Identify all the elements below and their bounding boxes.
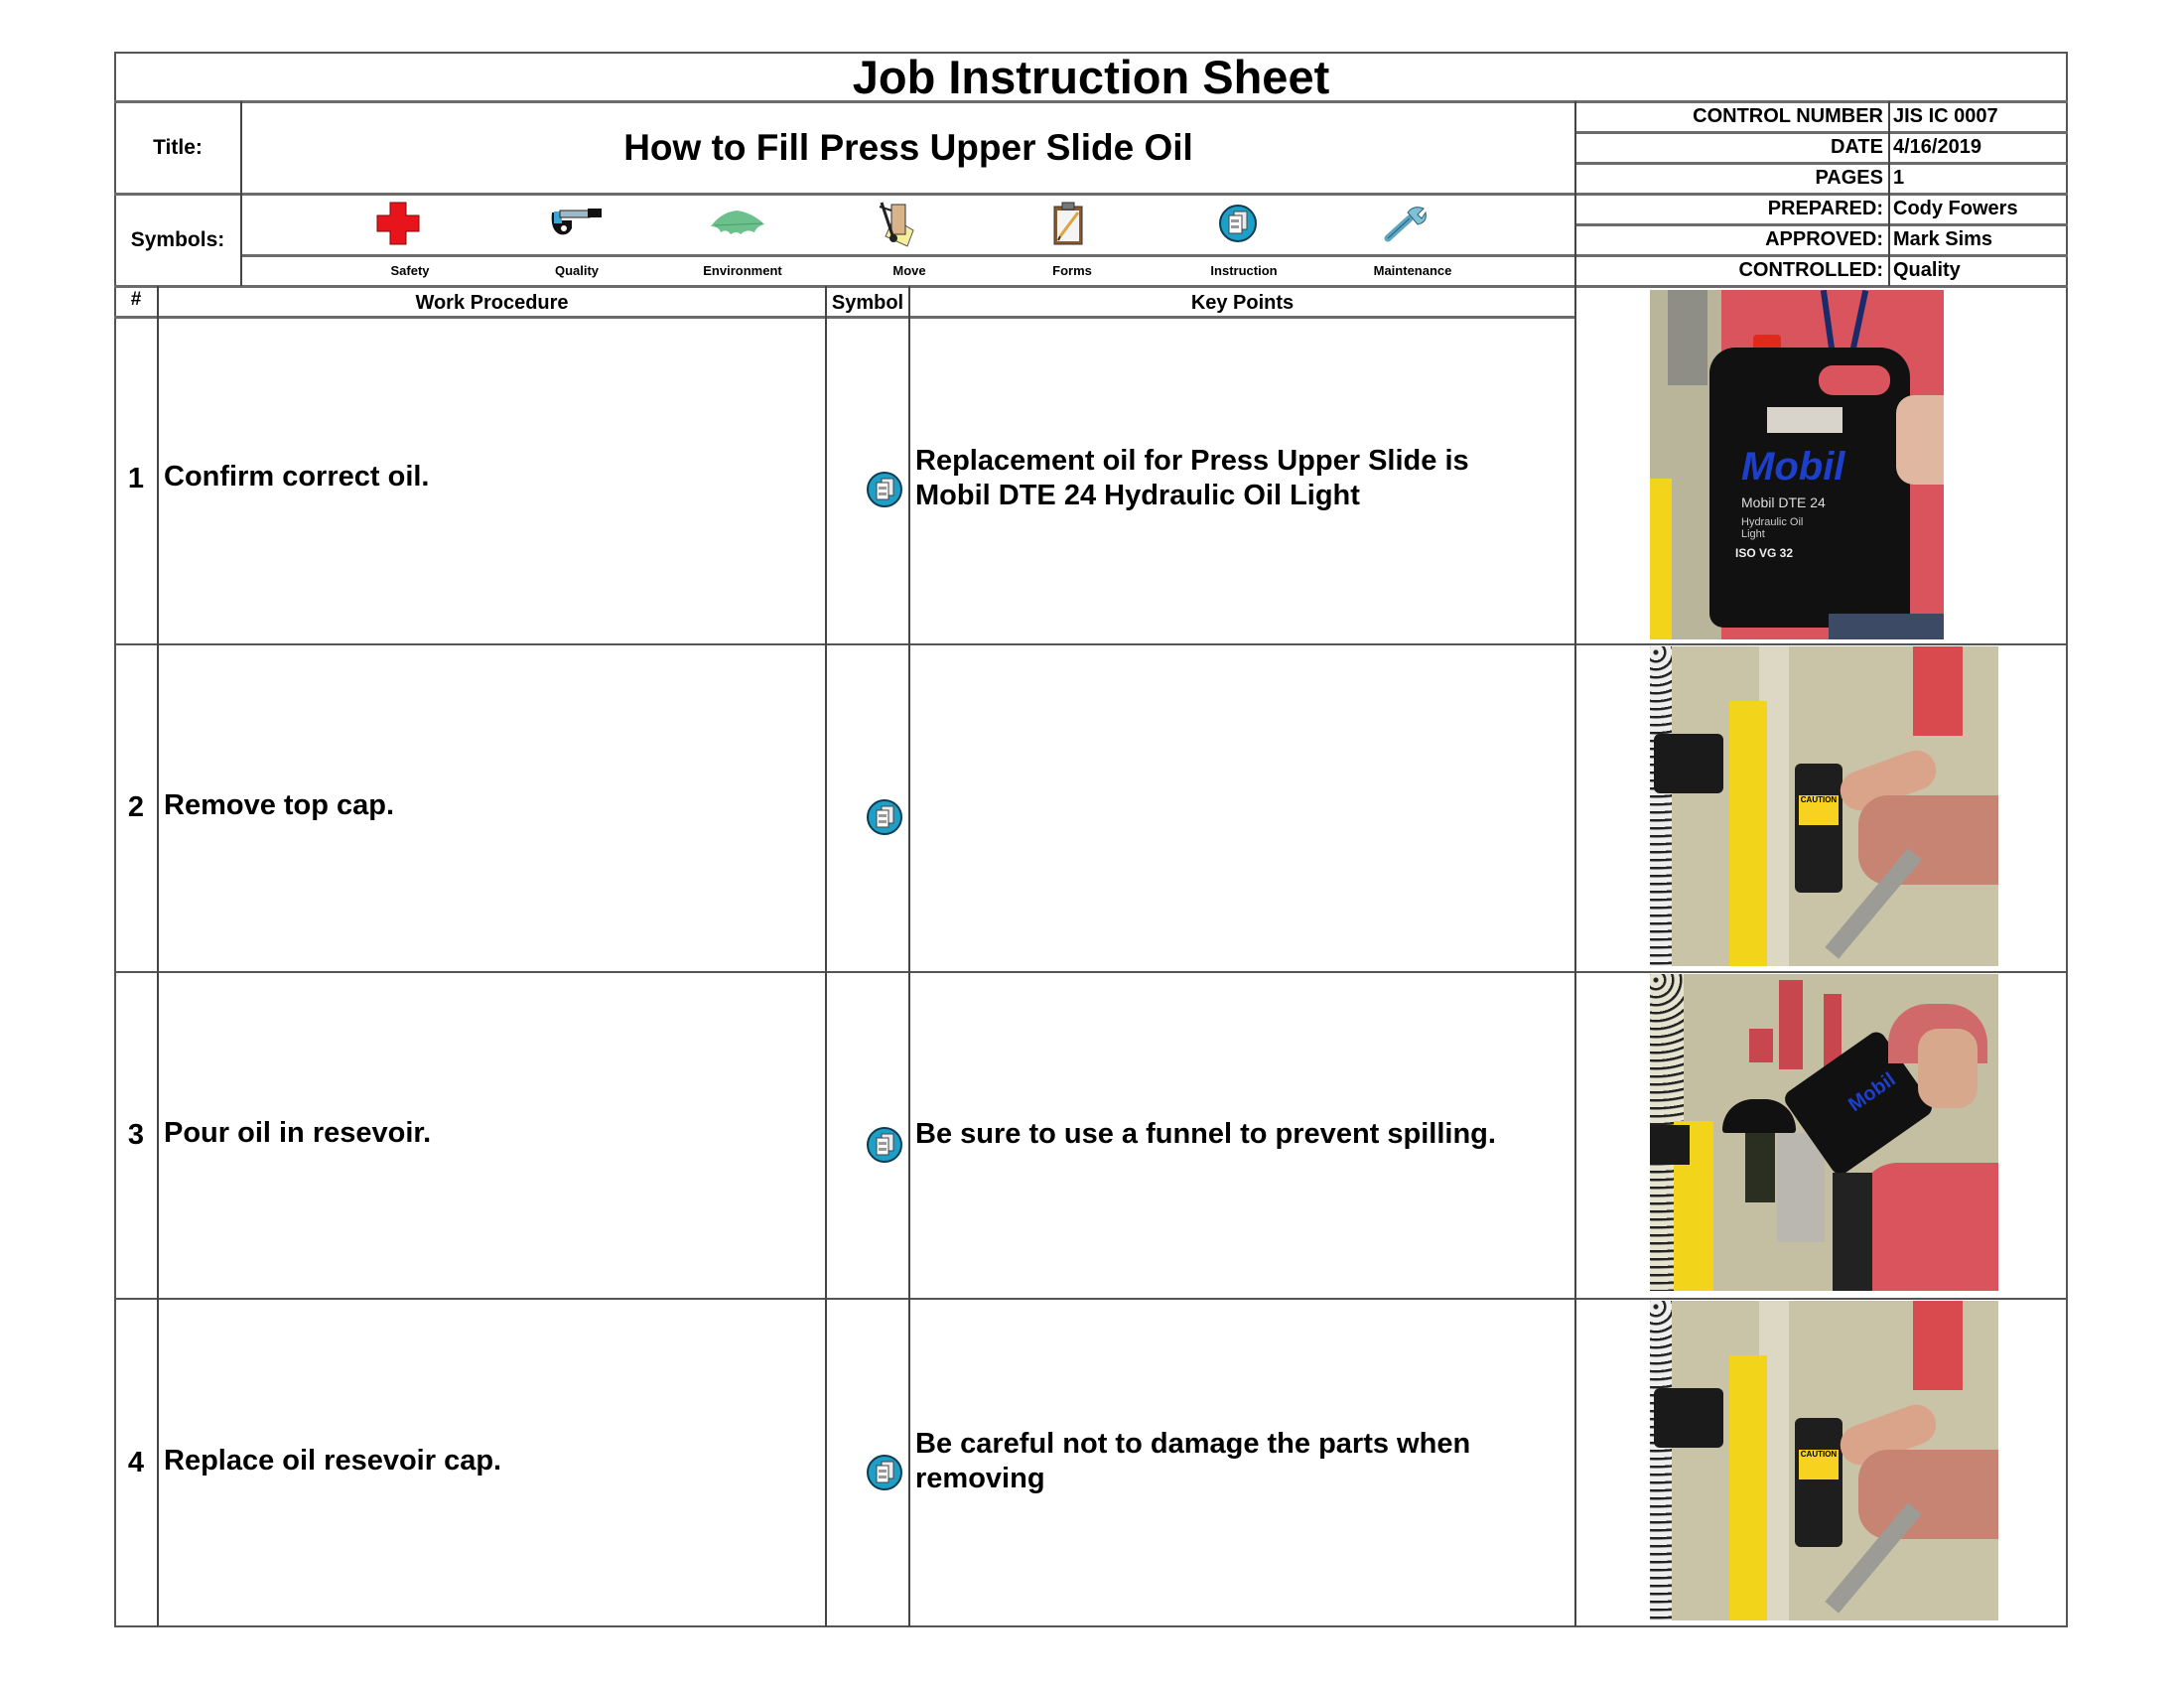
step-procedure: Replace oil resevoir cap.	[164, 1445, 502, 1477]
instruction-doc-icon	[1213, 199, 1263, 248]
divider	[825, 286, 827, 1626]
hand-truck-icon	[872, 199, 921, 248]
step-number: 3	[127, 1119, 145, 1151]
instruction-doc-icon	[866, 1126, 903, 1164]
column-header-symbol: Symbol	[831, 292, 904, 314]
step-photo	[1650, 646, 1998, 966]
product-desc-text: Hydraulic Oil	[1741, 516, 1804, 528]
pages-value: 1	[1893, 167, 1905, 189]
controlled-value: Quality	[1893, 259, 1961, 281]
clipboard-icon	[1044, 199, 1094, 248]
sheet-heading: Job Instruction Sheet	[852, 51, 1330, 103]
symbol-label-maintenance: Maintenance	[1373, 263, 1452, 278]
step-number: 2	[127, 791, 145, 823]
step-number: 4	[127, 1447, 145, 1478]
symbol-label-forms: Forms	[1052, 263, 1092, 278]
mobil-logo-text: Mobil	[1741, 445, 1845, 489]
micrometer-icon	[546, 199, 608, 248]
divider	[114, 643, 2068, 645]
symbol-label-safety: Safety	[390, 263, 430, 278]
control-number-label: CONTROL NUMBER	[1693, 105, 1883, 127]
step-number: 1	[127, 463, 145, 494]
symbol-label-move: Move	[892, 263, 926, 278]
date-value: 4/16/2019	[1893, 136, 1981, 158]
divider	[908, 286, 910, 1626]
red-cross-icon	[373, 199, 423, 248]
product-desc-text: Light	[1741, 528, 1765, 540]
symbols-label: Symbols:	[130, 228, 225, 251]
step-procedure: Remove top cap.	[164, 789, 395, 821]
caution-label-text: CAUTION	[1799, 1450, 1839, 1479]
column-header-number: #	[130, 289, 142, 310]
approved-value: Mark Sims	[1893, 228, 1993, 250]
column-header-key-points: Key Points	[1190, 292, 1295, 314]
approved-label: APPROVED:	[1765, 228, 1883, 250]
instruction-doc-icon	[866, 471, 903, 508]
instruction-doc-icon	[866, 1454, 903, 1491]
leaf-icon	[707, 199, 768, 248]
instruction-doc-icon	[866, 798, 903, 836]
mobil-logo-text: Mobil	[1844, 1068, 1900, 1117]
step-photo	[1650, 290, 1944, 639]
symbol-label-instruction: Instruction	[1210, 263, 1278, 278]
key-point-line: Replacement oil for Press Upper Slide is	[915, 445, 1469, 477]
divider	[114, 971, 2068, 973]
date-label: DATE	[1831, 136, 1883, 158]
divider	[1888, 101, 1890, 286]
key-point-line: Mobil DTE 24 Hydraulic Oil Light	[915, 480, 1360, 511]
product-grade-text: ISO VG 32	[1735, 546, 1794, 560]
key-point-line: Be careful not to damage the parts when	[915, 1428, 1471, 1460]
product-text: Mobil DTE 24	[1741, 494, 1826, 510]
symbol-label-quality: Quality	[554, 263, 600, 278]
column-header-procedure: Work Procedure	[415, 292, 569, 314]
title-label: Title:	[153, 136, 203, 159]
prepared-label: PREPARED:	[1767, 198, 1883, 219]
pages-label: PAGES	[1815, 167, 1883, 189]
document-title: How to Fill Press Upper Slide Oil	[623, 127, 1193, 168]
divider	[1574, 101, 1576, 1626]
prepared-value: Cody Fowers	[1893, 198, 2018, 219]
wrench-icon	[1380, 199, 1430, 248]
step-procedure: Pour oil in resevoir.	[164, 1117, 432, 1149]
divider	[114, 1298, 2068, 1300]
step-photo	[1650, 1301, 1998, 1620]
step-photo	[1650, 974, 1998, 1291]
controlled-label: CONTROLLED:	[1738, 259, 1883, 281]
caution-label-text: CAUTION	[1799, 795, 1839, 825]
key-point-line: Be sure to use a funnel to prevent spilling.	[915, 1118, 1496, 1150]
control-number-value: JIS IC 0007	[1893, 105, 1998, 127]
key-point-line: removing	[915, 1463, 1045, 1494]
symbol-label-environment: Environment	[703, 263, 782, 278]
step-procedure: Confirm correct oil.	[164, 461, 430, 492]
